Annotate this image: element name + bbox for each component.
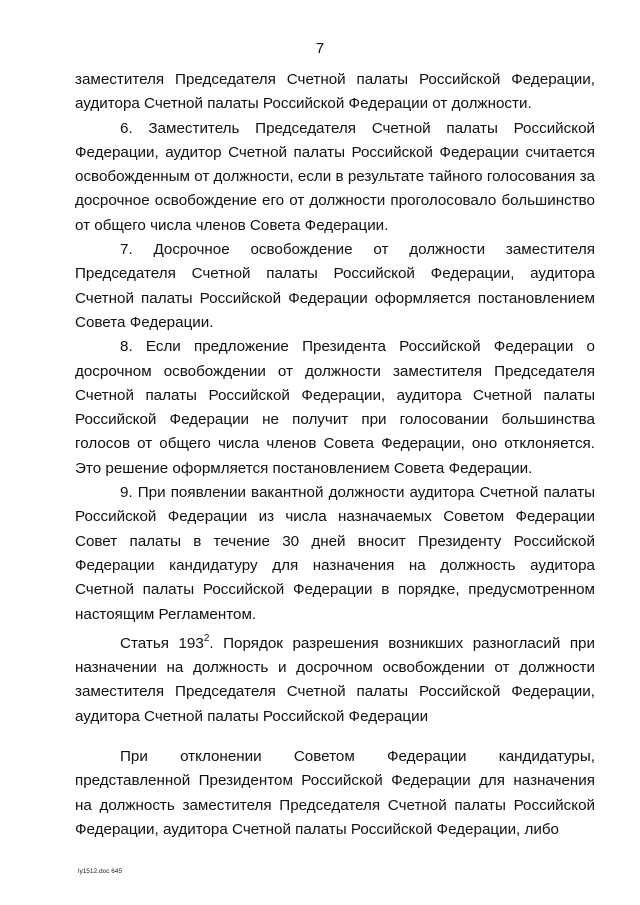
- paragraph-8: 8. Если предложение Президента Российской Федерации о досрочном освобождении от должности заместителя Председателя Счетной палаты Российской Федерации, аудитора Счетной палаты Российской Федерации не получит при голосовании большинства голосов от общего числа членов Совета Федерации, оно отклоняется. Это решение оформляется постановлением Совета Федерации.: [75, 338, 595, 477]
- paragraph-article-body: При отклонении Советом Федерации кандидатуры, представленной Президентом Российской Федерации для назначения на должность заместителя Председателя Счетной палаты Российской Федерации, аудитора Счетной палаты Российской Федерации, либо: [75, 748, 595, 838]
- paragraph-6: 6. Заместитель Председателя Счетной палаты Российской Федерации, аудитор Счетной палаты Российской Федерации считается освобожденным от должности, если в результате тайного голосования за досрочное освобождение его от должности проголосовало большинство от общего числа членов Совета Федерации.: [75, 119, 595, 234]
- paragraph-continuation: заместителя Председателя Счетной палаты Российской Федерации, аудитора Счетной палаты Российской Федерации от должности.: [75, 71, 595, 113]
- body-text: [75, 68, 595, 842]
- article-number: Статья 193: [120, 634, 204, 652]
- page-number: 7: [315, 40, 325, 57]
- article-title: . Порядок разрешения возникших разногласий при назначении на должность и досрочном освобождении от должности заместителя Председателя Счетной палаты Российской Федерации, аудитора Счетной палаты Российской Федерации: [75, 634, 595, 725]
- article-number-superscript: 2: [203, 632, 210, 644]
- article-heading: [75, 632, 595, 729]
- file-footer: ly1512.doc 645: [78, 868, 123, 875]
- paragraph-7: 7. Досрочное освобождение от должности заместителя Председателя Счетной палаты Российской Федерации, аудитора Счетной палаты Российской Федерации оформляется постановлением Совета Федерации.: [75, 241, 595, 331]
- paragraph-9: 9. При появлении вакантной должности аудитора Счетной палаты Российской Федерации из числа назначаемых Советом Федерации Совет палаты в течение 30 дней вносит Президенту Российской Федерации кандидатуру для назначения на должность аудитора Счетной палаты Российской Федерации в порядке, предусмотренном настоящим Регламентом.: [75, 484, 595, 623]
